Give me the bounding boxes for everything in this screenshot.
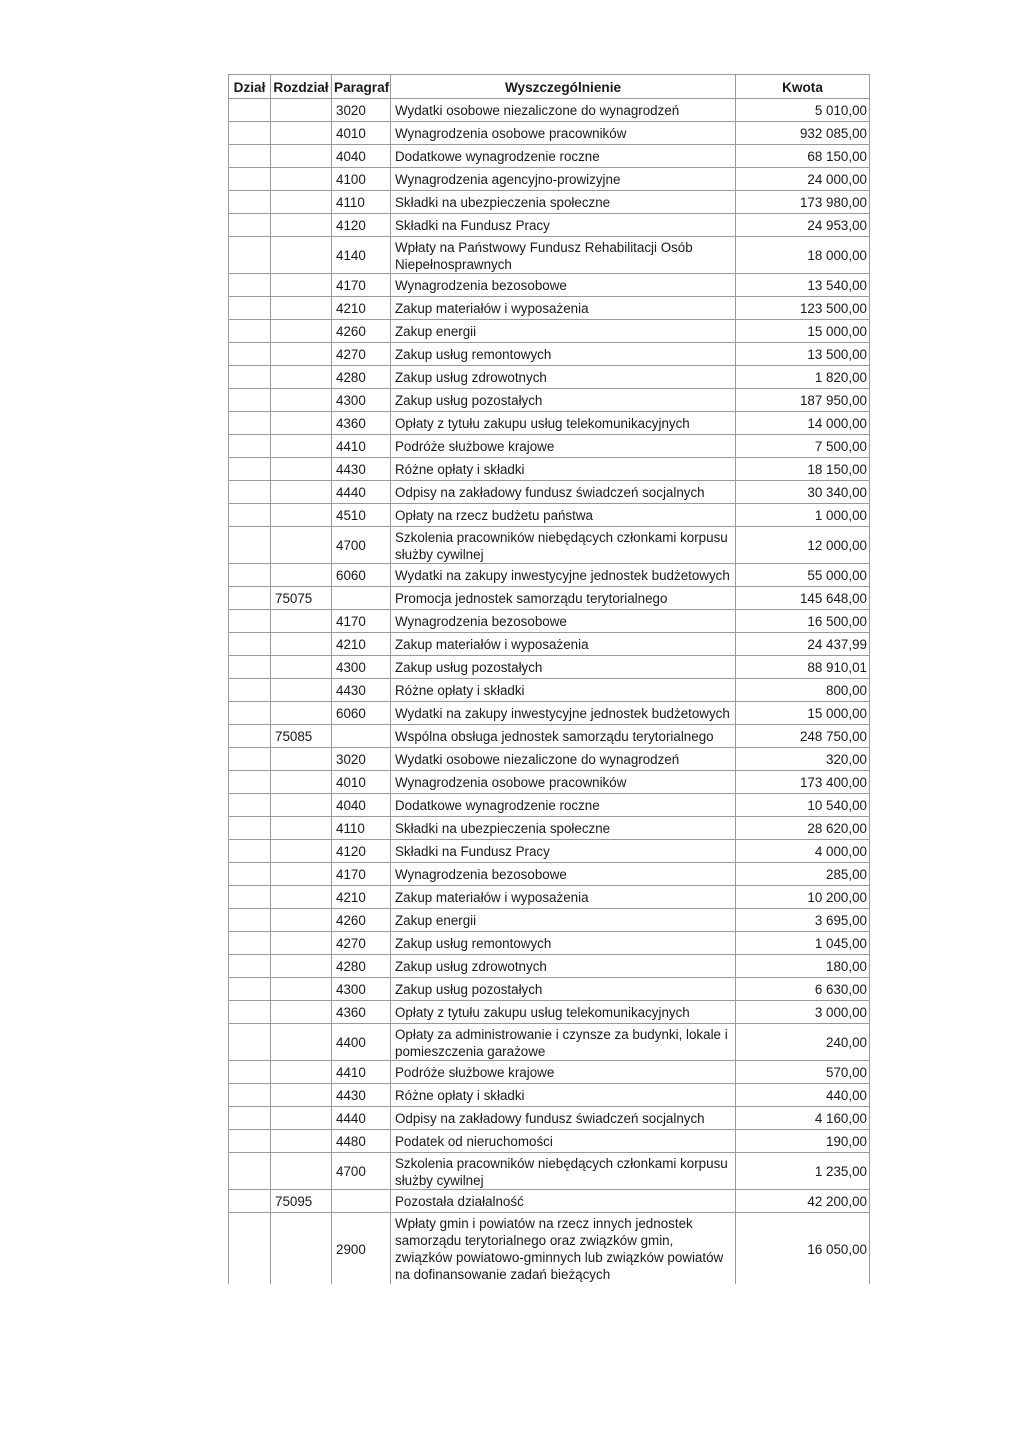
table-row: [229, 794, 870, 817]
cell-paragraf: 4360: [332, 1001, 391, 1024]
cell-paragraf: [332, 587, 391, 610]
cell-dzial: [229, 527, 271, 564]
cell-rozdzial: [271, 748, 332, 771]
cell-rozdzial: [271, 237, 332, 274]
table-row: [229, 1130, 870, 1153]
cell-dzial: [229, 955, 271, 978]
cell-wyszczegolnienie: Wydatki osobowe niezaliczone do wynagrodzeń: [391, 99, 736, 122]
cell-dzial: [229, 725, 271, 748]
cell-paragraf: 4410: [332, 1061, 391, 1084]
cell-rozdzial: [271, 481, 332, 504]
header-wyszczegolnienie: Wyszczególnienie: [391, 75, 736, 99]
table-row: [229, 817, 870, 840]
cell-wyszczegolnienie: Zakup energii: [391, 320, 736, 343]
cell-paragraf: 3020: [332, 748, 391, 771]
header-kwota: Kwota: [736, 75, 870, 99]
cell-dzial: [229, 274, 271, 297]
table-row: [229, 458, 870, 481]
cell-kwota: 42 200,00: [736, 1190, 870, 1213]
cell-rozdzial: [271, 389, 332, 412]
table-row: [229, 191, 870, 214]
cell-wyszczegolnienie: Wynagrodzenia bezosobowe: [391, 610, 736, 633]
cell-dzial: [229, 1107, 271, 1130]
cell-dzial: [229, 863, 271, 886]
cell-dzial: [229, 458, 271, 481]
header-rozdzial: Rozdział: [271, 75, 332, 99]
cell-kwota: 180,00: [736, 955, 870, 978]
table-row: [229, 527, 870, 564]
cell-wyszczegolnienie: Wspólna obsługa jednostek samorządu terytorialnego: [391, 725, 736, 748]
cell-kwota: 3 000,00: [736, 1001, 870, 1024]
cell-dzial: [229, 909, 271, 932]
cell-rozdzial: [271, 366, 332, 389]
cell-wyszczegolnienie: Podróże służbowe krajowe: [391, 435, 736, 458]
cell-kwota: 24 953,00: [736, 214, 870, 237]
cell-kwota: 123 500,00: [736, 297, 870, 320]
cell-rozdzial: [271, 191, 332, 214]
cell-paragraf: 4700: [332, 527, 391, 564]
cell-kwota: 932 085,00: [736, 122, 870, 145]
table-row: [229, 168, 870, 191]
cell-rozdzial: [271, 1001, 332, 1024]
cell-dzial: [229, 656, 271, 679]
cell-dzial: [229, 610, 271, 633]
cell-kwota: 440,00: [736, 1084, 870, 1107]
cell-dzial: [229, 1190, 271, 1213]
cell-rozdzial: [271, 932, 332, 955]
cell-wyszczegolnienie: Dodatkowe wynagrodzenie roczne: [391, 145, 736, 168]
cell-paragraf: 4100: [332, 168, 391, 191]
cell-paragraf: 4170: [332, 274, 391, 297]
table-row: [229, 274, 870, 297]
cell-wyszczegolnienie: Wydatki osobowe niezaliczone do wynagrodzeń: [391, 748, 736, 771]
cell-dzial: [229, 932, 271, 955]
table-row: [229, 955, 870, 978]
cell-paragraf: 4280: [332, 366, 391, 389]
cell-kwota: 10 540,00: [736, 794, 870, 817]
cell-rozdzial: [271, 633, 332, 656]
cell-kwota: 6 630,00: [736, 978, 870, 1001]
table-body: [229, 99, 870, 1285]
cell-dzial: [229, 633, 271, 656]
table-row: [229, 1061, 870, 1084]
table-row: [229, 481, 870, 504]
cell-kwota: 24 000,00: [736, 168, 870, 191]
cell-rozdzial: [271, 1084, 332, 1107]
cell-wyszczegolnienie: Zakup usług pozostałych: [391, 656, 736, 679]
cell-rozdzial: [271, 1213, 332, 1285]
cell-dzial: [229, 168, 271, 191]
cell-rozdzial: [271, 794, 332, 817]
header-dzial: Dział: [229, 75, 271, 99]
cell-dzial: [229, 1001, 271, 1024]
cell-kwota: 13 500,00: [736, 343, 870, 366]
cell-dzial: [229, 1024, 271, 1061]
table-row: [229, 1153, 870, 1190]
cell-rozdzial: [271, 435, 332, 458]
cell-wyszczegolnienie: Szkolenia pracowników niebędących członkami korpusu służby cywilnej: [391, 527, 736, 564]
cell-paragraf: 4260: [332, 320, 391, 343]
cell-rozdzial: 75095: [271, 1190, 332, 1213]
cell-dzial: [229, 191, 271, 214]
cell-paragraf: 4260: [332, 909, 391, 932]
cell-wyszczegolnienie: Wpłaty na Państwowy Fundusz Rehabilitacji Osób Niepełnosprawnych: [391, 237, 736, 274]
cell-kwota: 320,00: [736, 748, 870, 771]
cell-kwota: 15 000,00: [736, 702, 870, 725]
cell-dzial: [229, 297, 271, 320]
cell-kwota: 18 000,00: [736, 237, 870, 274]
cell-paragraf: 3020: [332, 99, 391, 122]
cell-kwota: 1 235,00: [736, 1153, 870, 1190]
cell-paragraf: 4280: [332, 955, 391, 978]
cell-rozdzial: [271, 656, 332, 679]
cell-dzial: [229, 794, 271, 817]
cell-rozdzial: [271, 274, 332, 297]
cell-wyszczegolnienie: Wydatki na zakupy inwestycyjne jednostek budżetowych: [391, 564, 736, 587]
cell-dzial: [229, 702, 271, 725]
cell-kwota: 16 050,00: [736, 1213, 870, 1285]
cell-paragraf: 4440: [332, 481, 391, 504]
cell-wyszczegolnienie: Wynagrodzenia agencyjno-prowizyjne: [391, 168, 736, 191]
cell-wyszczegolnienie: Zakup energii: [391, 909, 736, 932]
cell-rozdzial: [271, 679, 332, 702]
cell-wyszczegolnienie: Opłaty z tytułu zakupu usług telekomunikacyjnych: [391, 412, 736, 435]
cell-wyszczegolnienie: Odpisy na zakładowy fundusz świadczeń socjalnych: [391, 1107, 736, 1130]
cell-wyszczegolnienie: Zakup usług zdrowotnych: [391, 955, 736, 978]
table-row: [229, 99, 870, 122]
cell-dzial: [229, 564, 271, 587]
cell-paragraf: 4040: [332, 145, 391, 168]
table-row: [229, 297, 870, 320]
cell-kwota: 800,00: [736, 679, 870, 702]
cell-paragraf: 4300: [332, 656, 391, 679]
cell-dzial: [229, 1153, 271, 1190]
cell-rozdzial: [271, 320, 332, 343]
cell-kwota: 173 400,00: [736, 771, 870, 794]
cell-kwota: 248 750,00: [736, 725, 870, 748]
cell-dzial: [229, 1130, 271, 1153]
cell-kwota: 18 150,00: [736, 458, 870, 481]
cell-paragraf: 4700: [332, 1153, 391, 1190]
table-row: [229, 320, 870, 343]
cell-wyszczegolnienie: Wynagrodzenia bezosobowe: [391, 863, 736, 886]
cell-kwota: 30 340,00: [736, 481, 870, 504]
cell-dzial: [229, 1084, 271, 1107]
table-row: [229, 909, 870, 932]
cell-rozdzial: [271, 955, 332, 978]
cell-paragraf: 4140: [332, 237, 391, 274]
cell-rozdzial: [271, 909, 332, 932]
cell-paragraf: 4010: [332, 771, 391, 794]
cell-kwota: 4 000,00: [736, 840, 870, 863]
cell-paragraf: 4270: [332, 343, 391, 366]
cell-kwota: 16 500,00: [736, 610, 870, 633]
cell-kwota: 15 000,00: [736, 320, 870, 343]
table-row: [229, 237, 870, 274]
table-row: [229, 679, 870, 702]
cell-wyszczegolnienie: Podatek od nieruchomości: [391, 1130, 736, 1153]
cell-wyszczegolnienie: Promocja jednostek samorządu terytorialnego: [391, 587, 736, 610]
cell-dzial: [229, 122, 271, 145]
cell-paragraf: 4410: [332, 435, 391, 458]
cell-rozdzial: 75085: [271, 725, 332, 748]
cell-rozdzial: [271, 863, 332, 886]
cell-kwota: 570,00: [736, 1061, 870, 1084]
table-row: [229, 610, 870, 633]
table-row: [229, 1084, 870, 1107]
table-row: [229, 1213, 870, 1285]
cell-wyszczegolnienie: Różne opłaty i składki: [391, 1084, 736, 1107]
cell-wyszczegolnienie: Wydatki na zakupy inwestycyjne jednostek budżetowych: [391, 702, 736, 725]
cell-kwota: 1 820,00: [736, 366, 870, 389]
cell-paragraf: 4270: [332, 932, 391, 955]
table-row: [229, 435, 870, 458]
cell-rozdzial: [271, 840, 332, 863]
cell-wyszczegolnienie: Składki na ubezpieczenia społeczne: [391, 817, 736, 840]
table-row: [229, 863, 870, 886]
cell-dzial: [229, 817, 271, 840]
cell-kwota: 13 540,00: [736, 274, 870, 297]
table-row: [229, 725, 870, 748]
cell-dzial: [229, 343, 271, 366]
cell-wyszczegolnienie: Zakup materiałów i wyposażenia: [391, 633, 736, 656]
cell-wyszczegolnienie: Podróże służbowe krajowe: [391, 1061, 736, 1084]
cell-dzial: [229, 771, 271, 794]
cell-dzial: [229, 679, 271, 702]
cell-paragraf: 4400: [332, 1024, 391, 1061]
cell-kwota: 55 000,00: [736, 564, 870, 587]
cell-dzial: [229, 840, 271, 863]
table-row: [229, 214, 870, 237]
cell-kwota: 145 648,00: [736, 587, 870, 610]
cell-paragraf: 4210: [332, 886, 391, 909]
cell-kwota: 7 500,00: [736, 435, 870, 458]
cell-kwota: 68 150,00: [736, 145, 870, 168]
cell-wyszczegolnienie: Wynagrodzenia osobowe pracowników: [391, 122, 736, 145]
table-row: [229, 145, 870, 168]
cell-rozdzial: [271, 214, 332, 237]
cell-wyszczegolnienie: Zakup usług pozostałych: [391, 389, 736, 412]
cell-rozdzial: [271, 343, 332, 366]
cell-dzial: [229, 587, 271, 610]
cell-wyszczegolnienie: Wynagrodzenia osobowe pracowników: [391, 771, 736, 794]
cell-rozdzial: [271, 702, 332, 725]
table-row: [229, 633, 870, 656]
table-row: [229, 564, 870, 587]
cell-rozdzial: [271, 145, 332, 168]
table-row: [229, 978, 870, 1001]
cell-kwota: 4 160,00: [736, 1107, 870, 1130]
cell-paragraf: 4110: [332, 191, 391, 214]
cell-wyszczegolnienie: Zakup usług remontowych: [391, 932, 736, 955]
cell-paragraf: 4300: [332, 389, 391, 412]
cell-dzial: [229, 389, 271, 412]
cell-kwota: 10 200,00: [736, 886, 870, 909]
cell-kwota: 190,00: [736, 1130, 870, 1153]
table-row: [229, 656, 870, 679]
cell-rozdzial: [271, 1153, 332, 1190]
table-row: [229, 748, 870, 771]
cell-paragraf: 4510: [332, 504, 391, 527]
table-row: [229, 1190, 870, 1213]
cell-wyszczegolnienie: Różne opłaty i składki: [391, 679, 736, 702]
table-row: [229, 389, 870, 412]
cell-dzial: [229, 320, 271, 343]
cell-kwota: 173 980,00: [736, 191, 870, 214]
cell-paragraf: 4430: [332, 458, 391, 481]
cell-rozdzial: [271, 122, 332, 145]
table-row: [229, 1024, 870, 1061]
cell-dzial: [229, 481, 271, 504]
cell-rozdzial: [271, 458, 332, 481]
cell-rozdzial: [271, 1024, 332, 1061]
cell-paragraf: 4170: [332, 863, 391, 886]
cell-kwota: 12 000,00: [736, 527, 870, 564]
cell-paragraf: 4210: [332, 297, 391, 320]
cell-paragraf: 4010: [332, 122, 391, 145]
cell-rozdzial: [271, 527, 332, 564]
cell-wyszczegolnienie: Różne opłaty i składki: [391, 458, 736, 481]
cell-paragraf: 4430: [332, 679, 391, 702]
table-row: [229, 412, 870, 435]
table-row: [229, 366, 870, 389]
cell-kwota: 1 000,00: [736, 504, 870, 527]
cell-kwota: 3 695,00: [736, 909, 870, 932]
table-row: [229, 122, 870, 145]
cell-paragraf: 4120: [332, 214, 391, 237]
cell-dzial: [229, 978, 271, 1001]
table-row: [229, 1107, 870, 1130]
cell-rozdzial: [271, 168, 332, 191]
cell-kwota: 285,00: [736, 863, 870, 886]
table-row: [229, 343, 870, 366]
cell-rozdzial: [271, 817, 332, 840]
cell-wyszczegolnienie: Zakup usług remontowych: [391, 343, 736, 366]
cell-paragraf: 4120: [332, 840, 391, 863]
table-row: [229, 587, 870, 610]
cell-rozdzial: [271, 564, 332, 587]
cell-dzial: [229, 412, 271, 435]
cell-dzial: [229, 1061, 271, 1084]
cell-rozdzial: [271, 610, 332, 633]
cell-rozdzial: [271, 1130, 332, 1153]
cell-rozdzial: [271, 412, 332, 435]
cell-kwota: 24 437,99: [736, 633, 870, 656]
cell-paragraf: 4440: [332, 1107, 391, 1130]
cell-wyszczegolnienie: Zakup materiałów i wyposażenia: [391, 297, 736, 320]
cell-dzial: [229, 145, 271, 168]
cell-wyszczegolnienie: Wynagrodzenia bezosobowe: [391, 274, 736, 297]
cell-dzial: [229, 366, 271, 389]
cell-wyszczegolnienie: Składki na ubezpieczenia społeczne: [391, 191, 736, 214]
cell-wyszczegolnienie: Zakup usług zdrowotnych: [391, 366, 736, 389]
cell-wyszczegolnienie: Opłaty na rzecz budżetu państwa: [391, 504, 736, 527]
cell-kwota: 240,00: [736, 1024, 870, 1061]
cell-kwota: 187 950,00: [736, 389, 870, 412]
cell-paragraf: 4210: [332, 633, 391, 656]
cell-kwota: 5 010,00: [736, 99, 870, 122]
cell-rozdzial: [271, 504, 332, 527]
table-row: [229, 702, 870, 725]
cell-wyszczegolnienie: Szkolenia pracowników niebędących członkami korpusu służby cywilnej: [391, 1153, 736, 1190]
cell-rozdzial: [271, 978, 332, 1001]
cell-rozdzial: [271, 886, 332, 909]
table-row: [229, 771, 870, 794]
cell-kwota: 28 620,00: [736, 817, 870, 840]
cell-paragraf: 4040: [332, 794, 391, 817]
cell-wyszczegolnienie: Składki na Fundusz Pracy: [391, 214, 736, 237]
cell-wyszczegolnienie: Opłaty z tytułu zakupu usług telekomunikacyjnych: [391, 1001, 736, 1024]
cell-paragraf: 2900: [332, 1213, 391, 1285]
cell-dzial: [229, 748, 271, 771]
cell-rozdzial: 75075: [271, 587, 332, 610]
cell-rozdzial: [271, 771, 332, 794]
cell-paragraf: 4430: [332, 1084, 391, 1107]
cell-dzial: [229, 214, 271, 237]
cell-wyszczegolnienie: Pozostała działalność: [391, 1190, 736, 1213]
cell-paragraf: 4170: [332, 610, 391, 633]
cell-wyszczegolnienie: Wpłaty gmin i powiatów na rzecz innych jednostek samorządu terytorialnego oraz związków gmin, związków powiatowo-gminnych lub związków powiatów na dofinansowanie zadań bieżących: [391, 1213, 736, 1285]
cell-wyszczegolnienie: Dodatkowe wynagrodzenie roczne: [391, 794, 736, 817]
cell-rozdzial: [271, 99, 332, 122]
header-row: [229, 75, 870, 99]
cell-kwota: 14 000,00: [736, 412, 870, 435]
cell-rozdzial: [271, 1061, 332, 1084]
cell-wyszczegolnienie: Zakup usług pozostałych: [391, 978, 736, 1001]
cell-dzial: [229, 886, 271, 909]
cell-wyszczegolnienie: Składki na Fundusz Pracy: [391, 840, 736, 863]
budget-table: [228, 74, 870, 1284]
cell-paragraf: 4300: [332, 978, 391, 1001]
cell-paragraf: [332, 725, 391, 748]
cell-paragraf: 6060: [332, 702, 391, 725]
table-row: [229, 840, 870, 863]
cell-paragraf: 4360: [332, 412, 391, 435]
cell-kwota: 88 910,01: [736, 656, 870, 679]
cell-paragraf: [332, 1190, 391, 1213]
cell-paragraf: 4480: [332, 1130, 391, 1153]
cell-dzial: [229, 435, 271, 458]
cell-wyszczegolnienie: Zakup materiałów i wyposażenia: [391, 886, 736, 909]
table-row: [229, 1001, 870, 1024]
cell-kwota: 1 045,00: [736, 932, 870, 955]
cell-rozdzial: [271, 297, 332, 320]
cell-dzial: [229, 504, 271, 527]
cell-rozdzial: [271, 1107, 332, 1130]
table-row: [229, 504, 870, 527]
table-row: [229, 932, 870, 955]
header-paragraf: Paragraf: [332, 75, 391, 99]
cell-dzial: [229, 237, 271, 274]
cell-paragraf: 4110: [332, 817, 391, 840]
cell-wyszczegolnienie: Opłaty za administrowanie i czynsze za budynki, lokale i pomieszczenia garażowe: [391, 1024, 736, 1061]
cell-dzial: [229, 1213, 271, 1285]
table-row: [229, 886, 870, 909]
cell-wyszczegolnienie: Odpisy na zakładowy fundusz świadczeń socjalnych: [391, 481, 736, 504]
cell-dzial: [229, 99, 271, 122]
cell-paragraf: 6060: [332, 564, 391, 587]
